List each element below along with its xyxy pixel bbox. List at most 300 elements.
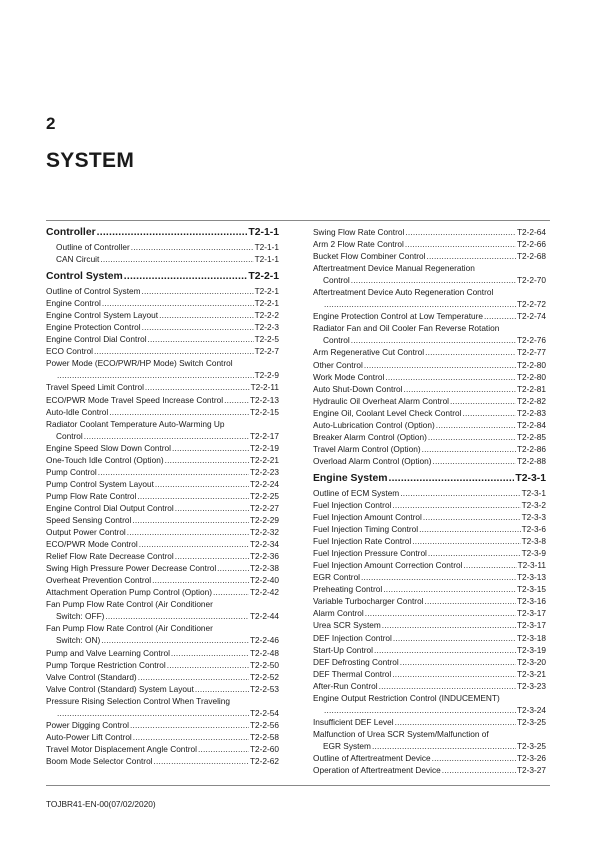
toc-entry-outline-of-aftertreatment-device[interactable] bbox=[313, 752, 546, 764]
toc-entry-label: Insufficient DEF Level bbox=[313, 716, 394, 727]
dot-leader bbox=[131, 241, 254, 253]
dot-leader bbox=[213, 586, 249, 598]
toc-entry-auto-idle-control[interactable] bbox=[46, 406, 279, 418]
toc-entry-output-power-control[interactable] bbox=[46, 526, 279, 538]
toc-entry-def-thermal-control[interactable] bbox=[313, 668, 546, 680]
toc-entry-label-cont: Switch: OFF) bbox=[56, 611, 105, 622]
toc-page-number: T2-3-17 bbox=[516, 620, 546, 631]
toc-entry-label: Speed Sensing Control bbox=[46, 514, 132, 525]
toc-entry-operation-of-aftertreatment-device[interactable] bbox=[313, 764, 546, 776]
toc-entry-label: Aftertreatment Device Auto Regeneration Control bbox=[313, 287, 494, 298]
dot-leader bbox=[422, 443, 516, 455]
toc-right-column bbox=[313, 226, 546, 776]
toc-page-number: T2-3-15 bbox=[516, 584, 546, 595]
toc-page-number: T2-2-46 bbox=[249, 635, 279, 646]
toc-entry-label-cont: EGR System bbox=[323, 740, 371, 751]
toc-entry-engine-control[interactable] bbox=[46, 297, 279, 309]
dot-leader bbox=[142, 321, 254, 333]
dot-leader bbox=[400, 656, 516, 668]
dot-leader bbox=[172, 442, 249, 454]
toc-page-number: T2-2-64 bbox=[516, 227, 546, 237]
toc-page-number: T2-2-9 bbox=[254, 370, 279, 381]
dot-leader bbox=[324, 298, 516, 310]
toc-entry-label: CAN Circuit bbox=[56, 254, 100, 265]
toc-page-number: T2-2-11 bbox=[250, 382, 279, 393]
toc-entry-travel-alarm-control-option[interactable] bbox=[313, 443, 546, 455]
dot-leader bbox=[433, 455, 516, 467]
toc-page-number: T2-2-15 bbox=[249, 406, 279, 417]
toc-entry-engine-protection-control[interactable] bbox=[46, 321, 279, 333]
dot-leader bbox=[217, 562, 249, 574]
toc-entry-boom-mode-selector-control[interactable] bbox=[46, 755, 279, 767]
toc-entry-engine-control-system-layout[interactable] bbox=[46, 309, 279, 321]
toc-page-number: T2-2-25 bbox=[249, 490, 279, 501]
dot-leader bbox=[403, 383, 515, 395]
toc-entry-can-circuit[interactable] bbox=[46, 253, 279, 265]
toc-entry-label: Outline of Aftertreatment Device bbox=[313, 752, 431, 763]
dot-leader bbox=[463, 407, 516, 419]
dot-leader bbox=[425, 595, 516, 607]
toc-entry-label: Relief Flow Rate Decrease Control bbox=[46, 551, 174, 562]
toc-entry-label: Engine Protection Control bbox=[46, 322, 141, 333]
toc-entry-label: Arm Regenerative Cut Control bbox=[313, 347, 425, 358]
toc-entry-eco-control[interactable] bbox=[46, 345, 279, 357]
toc-entry-label: Breaker Alarm Control (Option) bbox=[313, 431, 427, 442]
dot-leader bbox=[109, 406, 249, 418]
toc-entry-engine-protection-control-at-low-temperature[interactable] bbox=[313, 310, 546, 322]
toc-page-number: T2-3-21 bbox=[516, 668, 546, 679]
toc-entry-pump-and-valve-learning-control[interactable] bbox=[46, 647, 279, 659]
toc-entry-eco-pwr-mode-travel-speed-increase-control[interactable] bbox=[46, 394, 279, 406]
toc-page-number: T2-2-58 bbox=[249, 731, 279, 742]
dot-leader bbox=[405, 238, 516, 250]
toc-entry-label: Fuel Injection Control bbox=[313, 499, 392, 510]
toc-entry-label: Fuel Injection Timing Control bbox=[313, 524, 419, 535]
toc-entry-egr-control[interactable] bbox=[313, 571, 546, 583]
toc-page-number: T2-2-66 bbox=[516, 239, 546, 250]
dot-leader bbox=[385, 371, 516, 383]
toc-page-number: T2-2-38 bbox=[249, 563, 279, 574]
dot-leader bbox=[484, 310, 516, 322]
toc-section-label: Controller bbox=[46, 227, 96, 238]
dot-leader bbox=[419, 523, 520, 535]
toc-entry-pump-control-system-layout[interactable] bbox=[46, 478, 279, 490]
toc-entry-engine-control-dial-control[interactable] bbox=[46, 333, 279, 345]
toc-entry-label: Swing Flow Rate Control bbox=[313, 227, 405, 237]
toc-entry-label: Pump Control System Layout bbox=[46, 478, 154, 489]
dot-leader bbox=[165, 454, 249, 466]
toc-entry-label: Fuel Injection Pressure Control bbox=[313, 548, 427, 559]
toc-entry-fuel-injection-amount-correction-control[interactable] bbox=[313, 559, 546, 571]
dot-leader bbox=[138, 671, 249, 683]
dot-leader bbox=[428, 547, 521, 559]
toc-entry-arm-regenerative-cut-control[interactable] bbox=[313, 346, 546, 358]
toc-page-number: T2-2-50 bbox=[249, 659, 279, 670]
toc-entry-fan-pump-flow-rate-control-air-conditioner[interactable] bbox=[46, 622, 279, 646]
toc-page-number: T2-3-16 bbox=[516, 596, 546, 607]
dot-leader bbox=[57, 707, 249, 719]
toc-entry-label: Auto-Power Lift Control bbox=[46, 731, 132, 742]
toc-page-number: T2-3-11 bbox=[517, 560, 546, 571]
toc-entry-fuel-injection-pressure-control[interactable] bbox=[313, 547, 546, 559]
toc-page-number: T2-3-24 bbox=[516, 704, 546, 715]
toc-entry-attachment-operation-pump-control-option[interactable] bbox=[46, 586, 279, 598]
toc-entry-valve-control-standard[interactable] bbox=[46, 671, 279, 683]
toc-entry-pressure-rising-selection-control-when-traveling[interactable] bbox=[46, 695, 279, 719]
toc-entry-radiator-coolant-temperature-auto-warming-up[interactable] bbox=[46, 418, 279, 442]
toc-entry-aftertreatment-device-auto-regeneration-control[interactable] bbox=[313, 286, 546, 310]
toc-section-engine-system[interactable] bbox=[313, 472, 546, 485]
dot-leader bbox=[463, 559, 516, 571]
toc-page-number: T2-2-27 bbox=[249, 502, 279, 513]
toc-entry-bucket-flow-combiner-control[interactable] bbox=[313, 250, 546, 262]
toc-entry-label: Fuel Injection Rate Control bbox=[313, 536, 412, 547]
toc-entry-start-up-control[interactable] bbox=[313, 644, 546, 656]
dot-leader bbox=[139, 538, 249, 550]
dot-leader bbox=[154, 755, 249, 767]
dot-leader bbox=[423, 511, 521, 523]
toc-entry-valve-control-standard-system-layout[interactable] bbox=[46, 683, 279, 695]
toc-page-number: T2-2-48 bbox=[249, 647, 279, 658]
toc-entry-label: Overheat Prevention Control bbox=[46, 575, 152, 586]
toc-entry-label: Pump Control bbox=[46, 466, 97, 477]
toc-entry-label: Output Power Control bbox=[46, 527, 126, 538]
toc-entry-label: ECO/PWR Mode Travel Speed Increase Control bbox=[46, 394, 224, 405]
toc-page-number: T2-2-56 bbox=[249, 719, 279, 730]
dot-leader bbox=[148, 333, 254, 345]
toc-page-number: T2-2-32 bbox=[249, 527, 279, 538]
toc-entry-auto-shut-down-control[interactable] bbox=[313, 383, 546, 395]
toc-entry-label: Fuel Injection Amount Control bbox=[313, 512, 422, 523]
toc-entry-label: Radiator Fan and Oil Cooler Fan Reverse Rotation bbox=[313, 323, 500, 334]
toc-page-number: T2-3-26 bbox=[516, 752, 546, 763]
chapter-title: SYSTEM bbox=[46, 149, 135, 172]
toc-entry-preheating-control[interactable] bbox=[313, 583, 546, 595]
toc-entry-one-touch-idle-control-option[interactable] bbox=[46, 454, 279, 466]
dot-leader bbox=[175, 502, 249, 514]
toc-entry-label-cont: Switch: ON) bbox=[56, 635, 101, 646]
dot-leader bbox=[142, 285, 254, 297]
toc-entry-label: Other Control bbox=[313, 359, 363, 370]
toc-page-number: T2-2-21 bbox=[249, 454, 279, 465]
toc-entry-pump-torque-restriction-control[interactable] bbox=[46, 659, 279, 671]
toc-entry-label: Engine Control System Layout bbox=[46, 310, 159, 321]
toc-entry-pump-control[interactable] bbox=[46, 466, 279, 478]
toc-page-number: T2-3-9 bbox=[521, 548, 546, 559]
toc-entry-label: Start-Up Control bbox=[313, 644, 373, 655]
dot-leader bbox=[133, 731, 249, 743]
toc-page-number: T2-2-1 bbox=[254, 286, 279, 297]
toc-page-number: T2-2-24 bbox=[249, 478, 279, 489]
toc-entry-label: Valve Control (Standard) System Layout bbox=[46, 683, 194, 694]
toc-entry-label: Engine Control Dial Output Control bbox=[46, 502, 174, 513]
toc-page-number: T2-3-13 bbox=[516, 572, 546, 583]
dot-leader bbox=[361, 571, 516, 583]
toc-page-number: T2-2-81 bbox=[516, 383, 546, 394]
toc-entry-label: Fan Pump Flow Rate Control (Air Conditioner bbox=[46, 623, 213, 634]
dot-leader bbox=[175, 550, 249, 562]
dot-leader bbox=[105, 610, 249, 622]
dot-leader bbox=[124, 270, 248, 283]
dot-leader bbox=[400, 487, 520, 499]
toc-page-number: T2-2-76 bbox=[516, 335, 546, 346]
toc-page-number: T2-3-18 bbox=[516, 632, 546, 643]
toc-entry-label: Power Digging Control bbox=[46, 719, 130, 730]
toc-entry-def-defrosting-control[interactable] bbox=[313, 656, 546, 668]
dot-leader bbox=[132, 514, 249, 526]
toc-entry-label-cont: Control bbox=[323, 275, 350, 286]
toc-entry-label: Radiator Coolant Temperature Auto-Warming Up bbox=[46, 418, 225, 429]
toc-entry-label: DEF Thermal Control bbox=[313, 668, 392, 679]
toc-entry-other-control[interactable] bbox=[313, 359, 546, 371]
toc-entry-power-digging-control[interactable] bbox=[46, 719, 279, 731]
toc-page-number: T2-2-53 bbox=[249, 683, 279, 694]
toc-entry-label-cont: Control bbox=[56, 430, 83, 441]
toc-entry-fuel-injection-rate-control[interactable] bbox=[313, 535, 546, 547]
toc-entry-label: Overload Alarm Control (Option) bbox=[313, 455, 432, 466]
toc-entry-breaker-alarm-control-option[interactable] bbox=[313, 431, 546, 443]
toc-entry-outline-of-controller[interactable] bbox=[46, 241, 279, 253]
toc-entry-label: Outline of ECM System bbox=[313, 487, 400, 498]
toc-page-number: T2-2-7 bbox=[254, 346, 279, 357]
toc-page-number: T2-2-60 bbox=[249, 743, 279, 754]
toc-entry-work-mode-control[interactable] bbox=[313, 371, 546, 383]
dot-leader bbox=[427, 250, 516, 262]
toc-page-number: T2-2-85 bbox=[516, 431, 546, 442]
toc-page-number: T2-2-36 bbox=[249, 551, 279, 562]
dot-leader bbox=[365, 607, 516, 619]
dot-leader bbox=[428, 431, 516, 443]
dot-leader bbox=[97, 226, 248, 239]
toc-page-number: T2-2-5 bbox=[254, 334, 279, 345]
toc-left-column bbox=[46, 226, 279, 767]
toc-section-controller[interactable] bbox=[46, 226, 279, 239]
dot-leader bbox=[155, 478, 249, 490]
toc-page-number: T2-2-40 bbox=[249, 575, 279, 586]
toc-entry-label: Engine Protection Control at Low Temperature bbox=[313, 311, 484, 322]
toc-entry-overload-alarm-control-option[interactable] bbox=[313, 455, 546, 467]
toc-entry-alarm-control[interactable] bbox=[313, 607, 546, 619]
dot-leader bbox=[57, 369, 254, 381]
toc-page-number: T2-2-1 bbox=[248, 271, 279, 283]
toc-page-number: T2-2-29 bbox=[249, 514, 279, 525]
toc-page-number: T2-2-3 bbox=[254, 322, 279, 333]
toc-entry-label: Engine Control bbox=[46, 298, 101, 309]
toc-page-number: T2-1-1 bbox=[248, 227, 279, 238]
toc-entry-arm-2-flow-rate-control[interactable] bbox=[313, 238, 546, 250]
toc-entry-speed-sensing-control[interactable] bbox=[46, 514, 279, 526]
dot-leader bbox=[364, 359, 516, 371]
toc-entry-engine-output-restriction-control-inducement[interactable] bbox=[313, 692, 546, 716]
toc-entry-engine-control-dial-output-control[interactable] bbox=[46, 502, 279, 514]
toc-entry-label: EGR Control bbox=[313, 572, 361, 583]
toc-page-number: T2-2-68 bbox=[516, 251, 546, 262]
toc-entry-label: Preheating Control bbox=[313, 584, 383, 595]
dot-leader bbox=[102, 297, 254, 309]
toc-entry-travel-speed-limit-control[interactable] bbox=[46, 381, 279, 393]
dot-leader bbox=[130, 719, 249, 731]
chapter-number: 2 bbox=[46, 114, 56, 133]
toc-page-number: T2-3-27 bbox=[516, 765, 546, 776]
toc-entry-fuel-injection-timing-control[interactable] bbox=[313, 523, 546, 535]
toc-entry-label: Engine Speed Slow Down Control bbox=[46, 442, 171, 453]
toc-entry-label: Malfunction of Urea SCR System/Malfunction of bbox=[313, 728, 489, 739]
dot-leader bbox=[167, 659, 249, 671]
dot-leader bbox=[432, 752, 516, 764]
toc-entry-label: Urea SCR System bbox=[313, 620, 381, 631]
toc-entry-label: Bucket Flow Combiner Control bbox=[313, 251, 426, 262]
toc-page-number: T2-2-42 bbox=[249, 587, 279, 598]
toc-entry-radiator-fan-and-oil-cooler-fan-reverse-rotation[interactable] bbox=[313, 322, 546, 346]
toc-page-number: T2-2-84 bbox=[516, 419, 546, 430]
toc-entry-malfunction-of-urea-scr-system-malfunction-of[interactable] bbox=[313, 728, 546, 752]
toc-entry-outline-of-control-system[interactable] bbox=[46, 285, 279, 297]
toc-page-number: T2-3-8 bbox=[521, 536, 546, 547]
toc-page-number: T2-3-19 bbox=[516, 644, 546, 655]
dot-leader bbox=[389, 472, 515, 485]
toc-entry-fuel-injection-amount-control[interactable] bbox=[313, 511, 546, 523]
toc-section-label: Engine System bbox=[313, 472, 388, 484]
toc-entry-travel-motor-displacement-angle-control[interactable] bbox=[46, 743, 279, 755]
toc-entry-label: One-Touch Idle Control (Option) bbox=[46, 454, 164, 465]
toc-entry-label: Work Mode Control bbox=[313, 371, 385, 382]
toc-entry-fan-pump-flow-rate-control-air-conditioner[interactable] bbox=[46, 598, 279, 622]
toc-entry-def-injection-control[interactable] bbox=[313, 632, 546, 644]
dot-leader bbox=[374, 644, 516, 656]
dot-leader bbox=[84, 430, 249, 442]
toc-entry-label: Fan Pump Flow Rate Control (Air Conditioner bbox=[46, 599, 213, 610]
dot-leader bbox=[442, 764, 516, 776]
toc-page-number: T2-2-62 bbox=[249, 755, 279, 766]
dot-leader bbox=[425, 346, 516, 358]
toc-entry-pump-flow-rate-control[interactable] bbox=[46, 490, 279, 502]
dot-leader bbox=[392, 499, 520, 511]
toc-entry-label: Pump Torque Restriction Control bbox=[46, 659, 166, 670]
toc-page-number: T2-2-1 bbox=[254, 298, 279, 309]
toc-page-number: T2-2-82 bbox=[516, 395, 546, 406]
toc-entry-relief-flow-rate-decrease-control[interactable] bbox=[46, 550, 279, 562]
toc-entry-label: ECO Control bbox=[46, 346, 94, 357]
dot-leader bbox=[98, 466, 249, 478]
toc-page-number: T2-2-80 bbox=[516, 359, 546, 370]
dot-leader bbox=[198, 743, 249, 755]
toc-entry-label: Arm 2 Flow Rate Control bbox=[313, 239, 404, 250]
dot-leader bbox=[324, 704, 516, 716]
toc-entry-overheat-prevention-control[interactable] bbox=[46, 574, 279, 586]
toc-entry-variable-turbocharger-control[interactable] bbox=[313, 595, 546, 607]
toc-entry-fuel-injection-control[interactable] bbox=[313, 499, 546, 511]
toc-entry-hydraulic-oil-overheat-alarm-control[interactable] bbox=[313, 395, 546, 407]
toc-entry-label-cont: Control bbox=[323, 335, 350, 346]
toc-page-number: T2-2-88 bbox=[516, 455, 546, 466]
toc-entry-eco-pwr-mode-control[interactable] bbox=[46, 538, 279, 550]
toc-entry-label: ECO/PWR Mode Control bbox=[46, 539, 138, 550]
toc-section-control-system[interactable] bbox=[46, 270, 279, 283]
dot-leader bbox=[379, 680, 516, 692]
toc-page-number: T2-1-1 bbox=[254, 242, 279, 252]
dot-leader bbox=[145, 381, 250, 393]
toc-entry-label: Fuel Injection Amount Correction Control bbox=[313, 560, 463, 571]
toc-page-number: T2-2-86 bbox=[516, 443, 546, 454]
toc-page-number: T2-2-34 bbox=[249, 539, 279, 550]
dot-leader bbox=[171, 647, 249, 659]
dot-leader bbox=[100, 253, 253, 265]
toc-entry-auto-lubrication-control-option[interactable] bbox=[313, 419, 546, 431]
toc-page-number: T2-2-52 bbox=[249, 671, 279, 682]
toc-entry-swing-high-pressure-power-decrease-control[interactable] bbox=[46, 562, 279, 574]
toc-entry-urea-scr-system[interactable] bbox=[313, 619, 546, 631]
toc-page-number: T2-3-1 bbox=[521, 487, 546, 498]
dot-leader bbox=[405, 226, 516, 238]
toc-entry-insufficient-def-level[interactable] bbox=[313, 716, 546, 728]
toc-entry-label: Engine Oil, Coolant Level Check Control bbox=[313, 407, 462, 418]
toc-page-number: T2-2-74 bbox=[516, 311, 546, 322]
toc-entry-label: Travel Speed Limit Control bbox=[46, 382, 144, 393]
dot-leader bbox=[393, 632, 516, 644]
toc-entry-label: Variable Turbocharger Control bbox=[313, 596, 424, 607]
toc-entry-label: Aftertreatment Device Manual Regeneration bbox=[313, 263, 475, 274]
dot-leader bbox=[392, 668, 516, 680]
toc-entry-label: Travel Motor Displacement Angle Control bbox=[46, 743, 197, 754]
toc-entry-label: Power Mode (ECO/PWR/HP Mode) Switch Control bbox=[46, 358, 233, 369]
toc-page-number: T2-3-3 bbox=[521, 512, 546, 523]
dot-leader bbox=[395, 716, 516, 728]
toc-entry-engine-oil-coolant-level-check-control[interactable] bbox=[313, 407, 546, 419]
toc-page-number: T2-2-23 bbox=[249, 466, 279, 477]
dot-leader bbox=[372, 740, 516, 752]
toc-entry-aftertreatment-device-manual-regeneration[interactable] bbox=[313, 262, 546, 286]
toc-page-number: T2-3-1 bbox=[515, 472, 546, 484]
toc-entry-label: Valve Control (Standard) bbox=[46, 671, 137, 682]
dot-leader bbox=[127, 526, 249, 538]
dot-leader bbox=[224, 394, 249, 406]
bottom-divider bbox=[46, 785, 550, 786]
toc-entry-label: DEF Injection Control bbox=[313, 632, 392, 643]
toc-entry-label: Boom Mode Selector Control bbox=[46, 755, 153, 766]
toc-page-number: T2-2-44 bbox=[249, 611, 279, 622]
toc-entry-engine-speed-slow-down-control[interactable] bbox=[46, 442, 279, 454]
dot-leader bbox=[101, 634, 249, 646]
toc-page-number: T2-2-70 bbox=[516, 275, 546, 286]
toc-entry-label: Pump Flow Rate Control bbox=[46, 490, 137, 501]
toc-page-number: T2-1-1 bbox=[254, 254, 279, 265]
toc-page-number: T2-3-20 bbox=[516, 656, 546, 667]
toc-page-number: T2-3-2 bbox=[521, 499, 546, 510]
toc-page-number: T2-2-13 bbox=[249, 394, 279, 405]
dot-leader bbox=[152, 574, 249, 586]
dot-leader bbox=[412, 535, 520, 547]
toc-page-number: T2-3-25 bbox=[516, 716, 546, 727]
toc-entry-label: Swing High Pressure Power Decrease Control bbox=[46, 563, 217, 574]
toc-entry-after-run-control[interactable] bbox=[313, 680, 546, 692]
dot-leader bbox=[137, 490, 249, 502]
toc-entry-swing-flow-rate-control[interactable] bbox=[313, 226, 546, 238]
toc-page-number: T2-3-23 bbox=[516, 680, 546, 691]
toc-entry-label: Engine Output Restriction Control (INDUCEMENT) bbox=[313, 692, 500, 703]
dot-leader bbox=[383, 583, 516, 595]
toc-entry-label: After-Run Control bbox=[313, 680, 378, 691]
toc-entry-label: Outline of Controller bbox=[56, 242, 130, 252]
toc-entry-label: Travel Alarm Control (Option) bbox=[313, 443, 421, 454]
toc-page-number: T2-2-72 bbox=[516, 299, 546, 310]
toc-entry-outline-of-ecm-system[interactable] bbox=[313, 487, 546, 499]
dot-leader bbox=[94, 345, 254, 357]
toc-entry-auto-power-lift-control[interactable] bbox=[46, 731, 279, 743]
toc-page-number: T2-2-83 bbox=[516, 407, 546, 418]
dot-leader bbox=[159, 309, 253, 321]
toc-entry-label: Engine Control Dial Control bbox=[46, 334, 147, 345]
toc-entry-power-mode-eco-pwr-hp-mode-switch-control[interactable] bbox=[46, 357, 279, 381]
